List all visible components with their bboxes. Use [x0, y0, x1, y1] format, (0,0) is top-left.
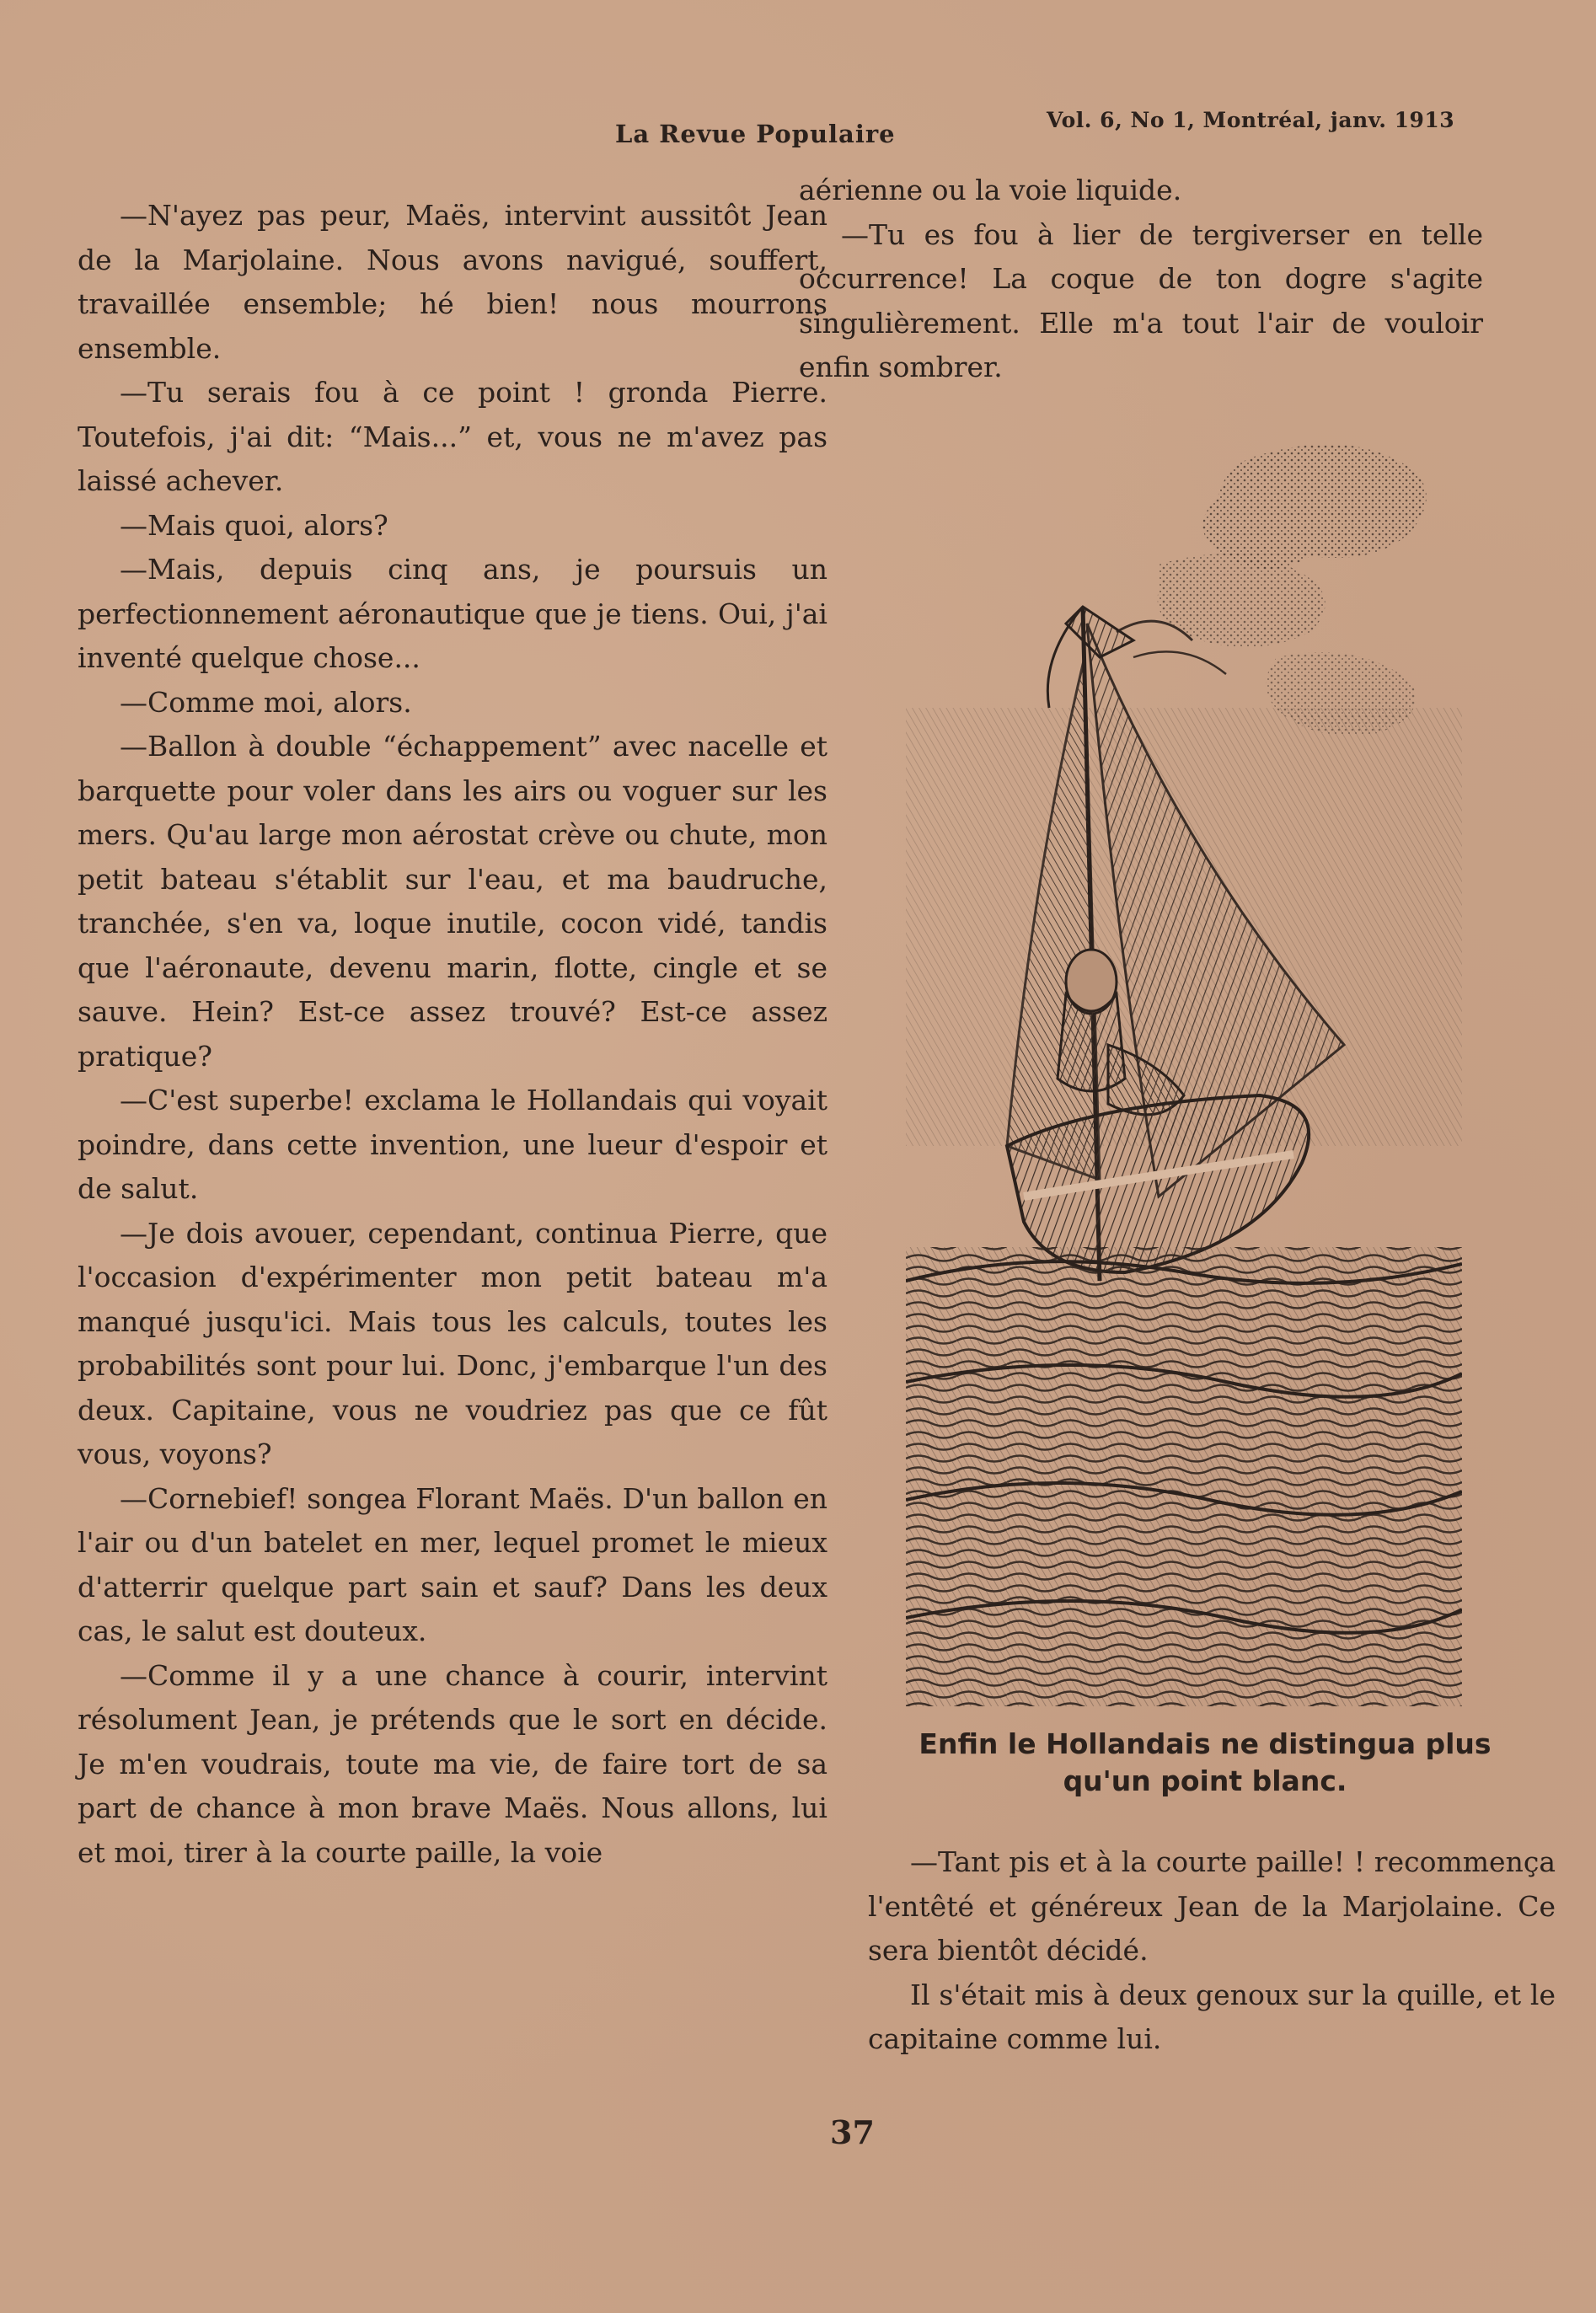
- paragraph: —Comme il y a une chance à courir, intervint résolument Jean, je prétends que le sort en décide. Je m'en voudrais, toute ma vie, de faire tort de sa part de chance à mon brave Maës. Nous allons, lui et moi, tirer à la courte paille, la voie: [78, 1658, 827, 1869]
- running-head: [0, 108, 1596, 150]
- paragraph: —Mais, depuis cinq ans, je poursuis un perfectionnement aéronautique que je tiens. Oui, j'ai inventé quelque chose...: [78, 553, 827, 674]
- paragraph: —Je dois avouer, cependant, continua Pierre, que l'occasion d'expérimenter mon petit bateau m'a manqué jusqu'ici. Mais tous les calculs, toutes les probabilités sont pour lui. Donc, j'embarque l'un des deux. Capitaine, vous ne voudriez pas que ce fût vous, voyons?: [78, 1216, 827, 1470]
- right-column-top: [799, 169, 1483, 390]
- paragraph: —C'est superbe! exclama le Hollandais qui voyait poindre, dans cette invention, une lueur d'espoir et de salut.: [78, 1084, 827, 1205]
- illustration-caption: [876, 1726, 1534, 1800]
- paragraph: —Tu serais fou à ce point ! gronda Pierre. Toutefois, j'ai dit: “Mais...” et, vous ne m'avez pas laissé achever.: [78, 376, 827, 497]
- paragraph: —Tant pis et à la courte paille! ! recommença l'entêté et généreux Jean de la Marjolaine. Ce sera bientôt décidé.: [868, 1845, 1556, 1967]
- issue-info: Vol. 6, No 1, Montréal, janv. 1913: [1047, 108, 1455, 132]
- paragraph: —Tu es fou à lier de tergiverser en telle occurrence! La coque de ton dogre s'agite singulièrement. Elle m'a tout l'air de vouloir enfin sombrer.: [799, 217, 1483, 383]
- paragraph-continuation: aérienne ou la voie liquide.: [799, 174, 1182, 206]
- left-column: [78, 194, 827, 1875]
- paragraph: —Mais quoi, alors?: [120, 508, 388, 542]
- caption-line: Enfin le Hollandais ne distingua plus: [919, 1727, 1492, 1760]
- paragraph: Il s'était mis à deux genoux sur la quille, et le capitaine comme lui.: [868, 1978, 1556, 2055]
- right-column-bottom: [868, 1840, 1556, 2062]
- page-number: 37: [830, 2113, 875, 2151]
- sailboat-engraving-icon: [906, 438, 1462, 1706]
- paragraph: —Comme moi, alors.: [120, 685, 412, 719]
- paragraph: —Cornebief! songea Florant Maës. D'un ballon en l'air ou d'un batelet en mer, lequel promet le mieux d'atterrir quelque part sain et sauf? Dans les deux cas, le salut est douteux.: [78, 1481, 827, 1647]
- caption-line: qu'un point blanc.: [1063, 1764, 1347, 1797]
- paragraph: —N'ayez pas peur, Maës, intervint aussitôt Jean de la Marjolaine. Nous avons navigué, souffert, travaillée ensemble; hé bien! nous mourrons ensemble.: [78, 199, 827, 365]
- magazine-title: La Revue Populaire: [615, 120, 896, 148]
- paragraph: —Ballon à double “échappement” avec nacelle et barquette pour voler dans les airs ou voguer sur les mers. Qu'au large mon aérostat crève ou chute, mon petit bateau s'établit sur l'eau, et ma baudruche, tranchée, s'en va, loque inutile, cocon vidé, tandis que l'aéronaute, devenu marin, flotte, cingle et se sauve. Hein? Est-ce assez trouvé? Est-ce assez pratique?: [78, 730, 827, 1073]
